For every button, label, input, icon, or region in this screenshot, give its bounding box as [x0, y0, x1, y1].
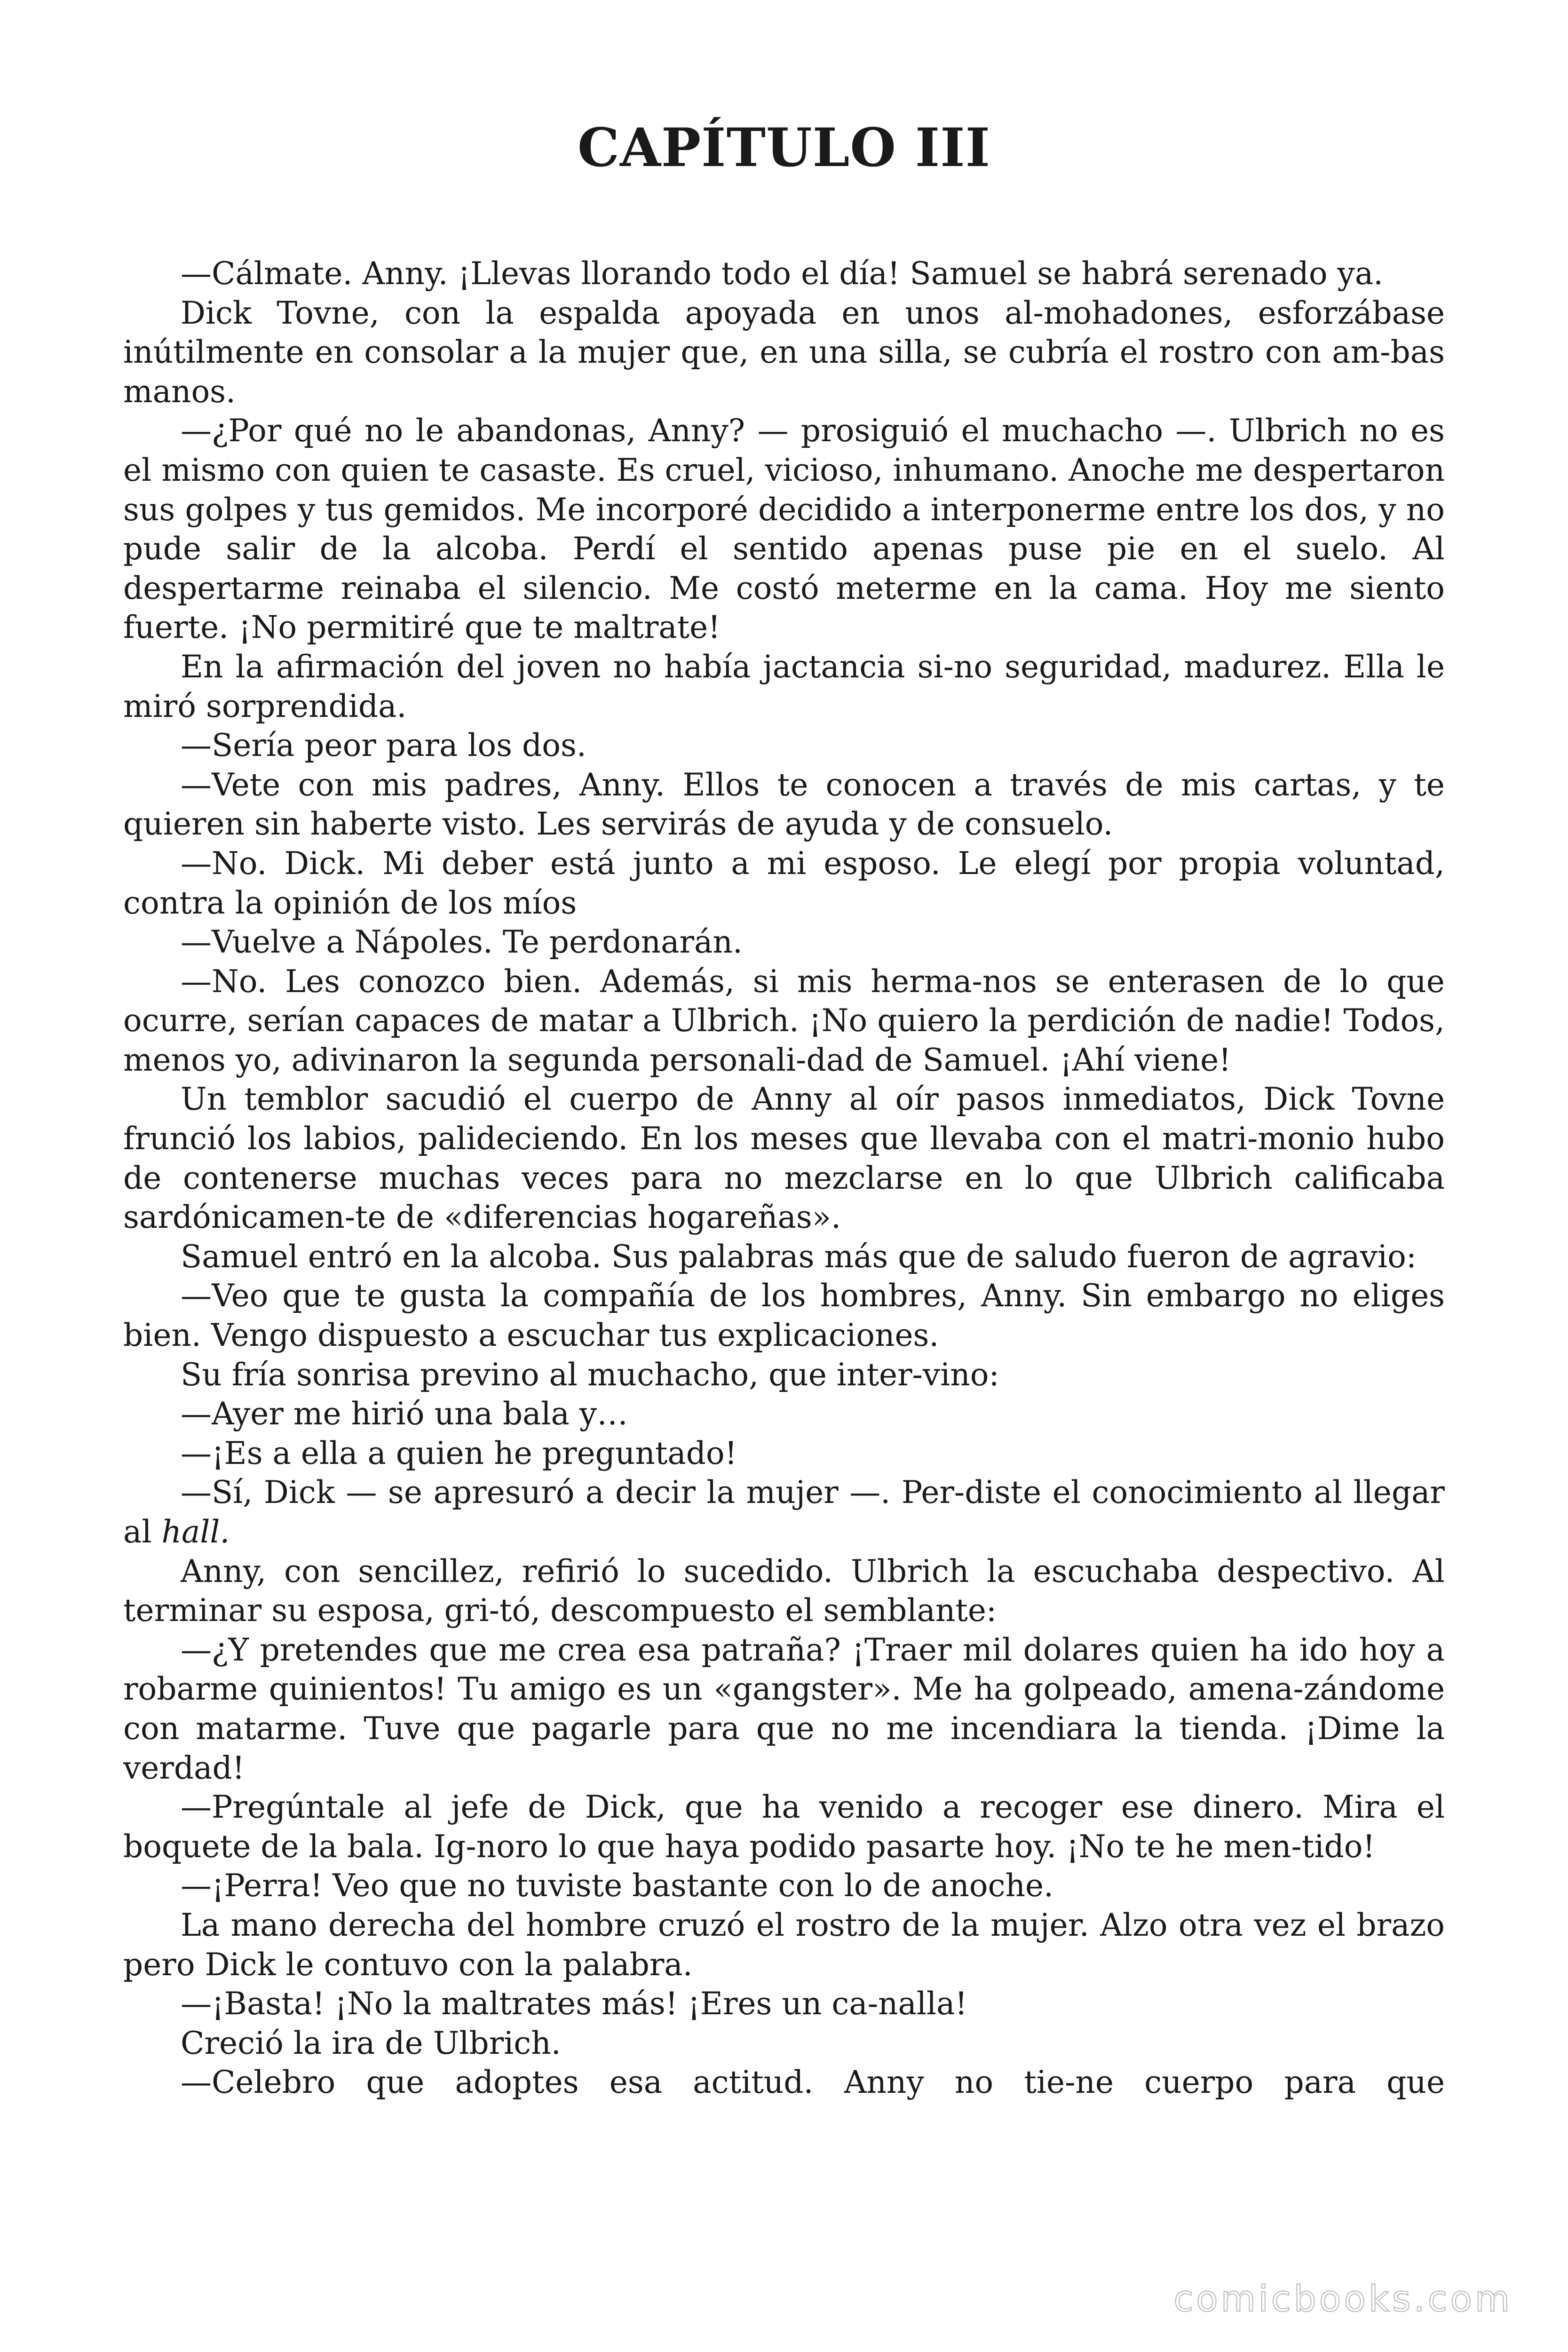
- paragraph: —¡Perra! Veo que no tuviste bastante con lo de anoche.: [181, 1867, 1054, 1904]
- paragraph: [123, 1473, 1445, 1551]
- paragraph: —No. Dick. Mi deber está junto a mi esposo. Le elegí por propia voluntad, contra la opinión de los míos: [123, 845, 1445, 921]
- italic-word-hall: hall.: [161, 1514, 230, 1550]
- paragraph: Anny, con sencillez, refirió lo sucedido. Ulbrich la escuchaba despectivo. Al terminar su esposa, gri-tó, descompuesto el semblante:: [123, 1553, 1445, 1629]
- watermark: comicbooks.com: [1173, 2278, 1513, 2320]
- paragraph: —No. Les conozco bien. Además, si mis herma-nos se enterasen de lo que ocurre, serían capaces de matar a Ulbrich. ¡No quiero la perdición de nadie! Todos, menos yo, adivinaron la segunda personali-dad de Samuel. ¡Ahí viene!: [123, 963, 1445, 1078]
- paragraph: —¡Basta! ¡No la maltrates más! ¡Eres un ca-nalla!: [181, 1986, 967, 2022]
- paragraph: En la afirmación del joven no había jactancia si-no seguridad, madurez. Ella le miró sorprendida.: [123, 648, 1445, 724]
- paragraph: —Celebro que adoptes esa actitud. Anny no tie-ne cuerpo para que: [181, 2064, 1445, 2101]
- chapter-title: CAPÍTULO III: [577, 117, 991, 179]
- paragraph-text: —Sí, Dick — se apresuró a decir la mujer —. Per-diste el conocimiento al llegar al: [123, 1474, 1445, 1550]
- paragraph: —Cálmate. Anny. ¡Llevas llorando todo el día! Samuel se habrá serenado ya.: [181, 255, 1384, 292]
- paragraph: Dick Tovne, con la espalda apoyada en unos al-mohadones, esforzábase inútilmente en consolar a la mujer que, en una silla, se cubría el rostro con am-bas manos.: [123, 294, 1445, 410]
- paragraph: —¿Por qué no le abandonas, Anny? — prosiguió el muchacho —. Ulbrich no es el mismo con quien te casaste. Es cruel, vicioso, inhumano. Anoche me despertaron sus golpes y tus gemidos. Me incorporé decidido a interponerme entre los dos, y no pude salir de la alcoba. Perdí el sentido apenas puse pie en el suelo. Al despertarme reinaba el silencio. Me costó meterme en la cama. Hoy me siento fuerte. ¡No permitiré que te maltrate!: [123, 413, 1445, 646]
- paragraph: —Sería peor para los dos.: [181, 727, 586, 764]
- paragraph: Su fría sonrisa previno al muchacho, que inter-vino:: [181, 1356, 999, 1393]
- paragraph: La mano derecha del hombre cruzó el rostro de la mujer. Alzo otra vez el brazo pero Dick le contuvo con la palabra.: [123, 1907, 1445, 1983]
- paragraph: —¡Es a ella a quien he preguntado!: [181, 1435, 737, 1471]
- paragraph: —Pregúntale al jefe de Dick, que ha venido a recoger ese dinero. Mira el boquete de la bala. Ig-noro lo que haya podido pasarte hoy. ¡No te he men-tido!: [123, 1789, 1445, 1865]
- paragraph: Un temblor sacudió el cuerpo de Anny al oír pasos inmediatos, Dick Tovne frunció los labios, palideciendo. En los meses que llevaba con el matri-monio hubo de contenerse muchas veces para no mezclarse en lo que Ulbrich calificaba sardónicamen-te de «diferencias hogareñas».: [123, 1081, 1445, 1236]
- paragraph: —Vuelve a Nápoles. Te perdonarán.: [181, 924, 743, 961]
- paragraph: —Veo que te gusta la compañía de los hombres, Anny. Sin embargo no eliges bien. Vengo dispuesto a escuchar tus explicaciones.: [123, 1278, 1445, 1354]
- paragraph: —¿Y pretendes que me crea esa patraña? ¡Traer mil dolares quien ha ido hoy a robarme quinientos! Tu amigo es un «gangster». Me ha golpeado, amena-zándome con matarme. Tuve que pagarle para que no me incendiara la tienda. ¡Dime la verdad!: [123, 1631, 1445, 1786]
- paragraph: —Ayer me hirió una bala y…: [181, 1396, 628, 1432]
- paragraph: Samuel entró en la alcoba. Sus palabras más que de saludo fueron de agravio:: [181, 1238, 1417, 1275]
- chapter-body: [123, 254, 1445, 2102]
- paragraph: —Vete con mis padres, Anny. Ellos te conocen a través de mis cartas, y te quieren sin haberte visto. Les servirás de ayuda y de consuelo.: [123, 766, 1445, 842]
- paragraph: Creció la ira de Ulbrich.: [181, 2025, 561, 2061]
